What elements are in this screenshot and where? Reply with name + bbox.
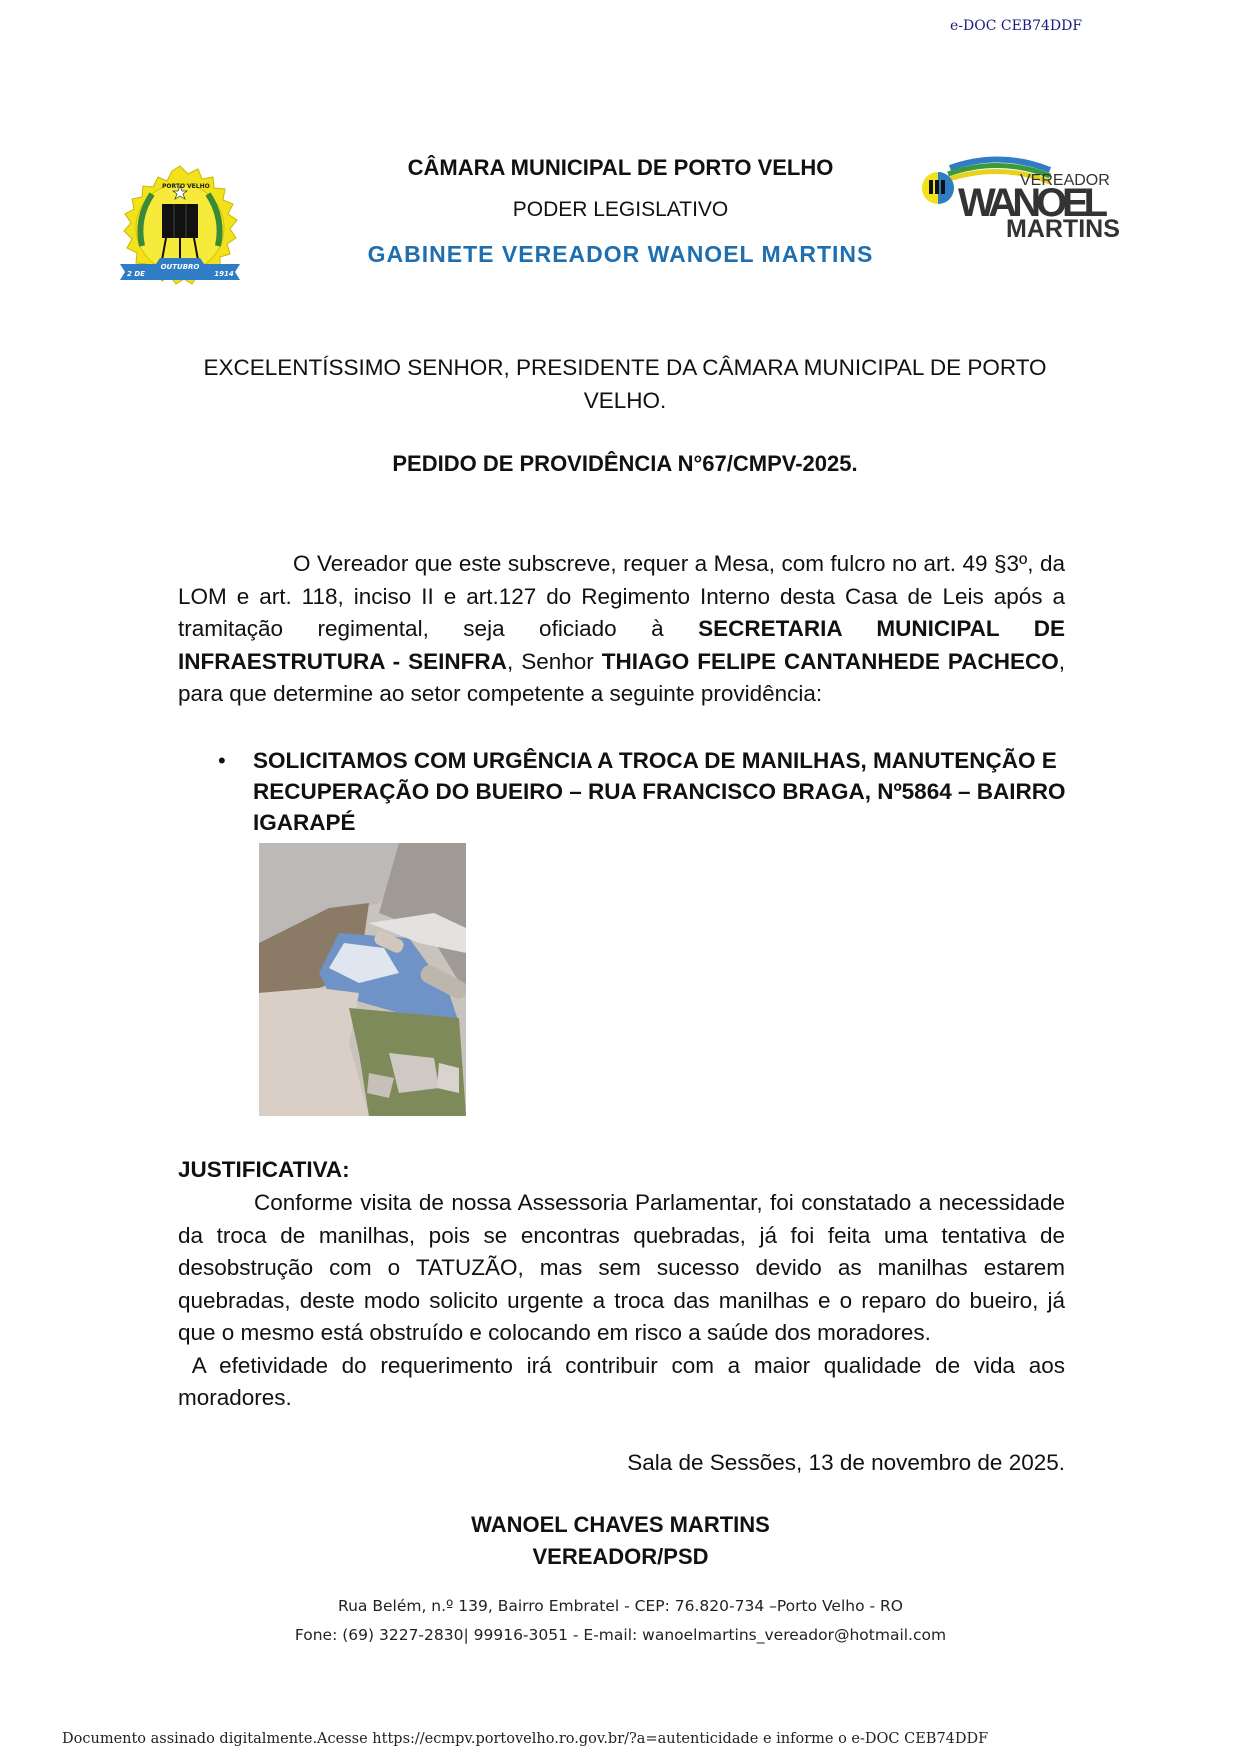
letterhead-office: GABINETE VEREADOR WANOEL MARTINS <box>367 241 874 267</box>
seal-text-porto: PORTO <box>162 183 186 190</box>
seal-ribbon-2de: 2 DE <box>127 270 145 278</box>
closing-place-date: Sala de Sessões, 13 de novembro de 2025. <box>627 1450 1065 1475</box>
justification-text-1: Conforme visita de nossa Assessoria Parlamentar, foi constatado a necessidade da troca de manilhas, pois se encontras quebradas, já foi feita uma tentativa de desobstrução com o TATUZÃO, mas sem sucesso devido as manilhas estarem quebradas, deste modo solicito urgente a troca das manilhas e o reparo do bueiro, já que o mesmo está obstruído e colocando em risco a saúde dos moradores. <box>178 1190 1065 1345</box>
intro-text-2: , Senhor <box>506 648 602 674</box>
seal-ribbon-outubro: OUTUBRO <box>160 263 200 271</box>
wanoel-logo-icon <box>910 150 1150 240</box>
city-seal-icon <box>110 160 250 300</box>
city-seal-logo <box>110 160 250 300</box>
edoc-stamp: e-DOC CEB74DDF <box>950 18 1083 34</box>
wanoel-martins-logo <box>910 150 1150 240</box>
addressee: EXCELENTÍSSIMO SENHOR, PRESIDENTE DA CÂMARA MUNICIPAL DE PORTO VELHO. <box>203 355 1047 413</box>
logo-wanoel-text: WANOEL <box>958 181 1108 225</box>
letterhead-branch: PODER LEGISLATIVO <box>512 198 729 221</box>
footer-contact: Fone: (69) 3227-2830| 99916-3051 - E-mail: wanoelmartins_vereador@hotmail.com <box>294 1626 947 1644</box>
intro-text-1: O Vereador que este subscreve, requer a Mesa, com fulcro no art. 49 §3º, da LOM e art. 118, inciso II e art.127 do Regimento Interno desta Casa de Leis após a tramitação regimental, seja oficiado à <box>178 551 1065 641</box>
document-title: PEDIDO DE PROVIDÊNCIA N°67/CMPV-2025. <box>392 451 858 476</box>
digital-signature-note: Documento assinado digitalmente.Acesse https://ecmpv.portovelho.ro.gov.br/?a=autenticidade e informe o e-DOC CEB74DDF <box>62 1731 989 1747</box>
intro-secretariat: SECRETARIA MUNICIPAL DE INFRAESTRUTURA - SEINFRA <box>178 616 1065 674</box>
logo-martins-text: MARTINS <box>1006 215 1120 240</box>
photo-image <box>259 843 466 1116</box>
drainage-photo <box>259 843 466 1116</box>
seal-ribbon-1914: 1914 <box>214 270 234 278</box>
seal-text-velho: VELHO <box>187 183 210 190</box>
justification-body <box>178 1187 1072 1415</box>
intro-text-3: , para que determine ao setor competente a seguinte providência: <box>178 648 1066 706</box>
justification-paragraph-1 <box>178 1187 1065 1350</box>
footer-address: Rua Belém, n.º 139, Bairro Embratel - CEP: 76.820-734 –Porto Velho - RO <box>338 1597 903 1615</box>
logo-vereador-text: VEREADOR <box>1020 172 1110 189</box>
justification-title: JUSTIFICATIVA: <box>178 1157 350 1182</box>
letterhead-chamber-name: CÂMARA MUNICIPAL DE PORTO VELHO <box>407 155 834 180</box>
signatory-name: WANOEL CHAVES MARTINS <box>471 1512 770 1537</box>
bullet-icon: • <box>218 748 226 773</box>
intro-secretary-name: THIAGO FELIPE CANTANHEDE PACHECO <box>601 648 1059 674</box>
justification-paragraph-2: A efetividade do requerimento irá contribuir com a maior qualidade de vida aos moradores. <box>178 1352 1072 1410</box>
intro-paragraph <box>178 548 1065 711</box>
signatory-role: VEREADOR/PSD <box>532 1544 709 1569</box>
request-item: SOLICITAMOS COM URGÊNCIA A TROCA DE MANILHAS, MANUTENÇÃO E RECUPERAÇÃO DO BUEIRO – RUA FRANCISCO BRAGA, Nº5864 – BAIRRO IGARAPÉ <box>253 748 1066 835</box>
